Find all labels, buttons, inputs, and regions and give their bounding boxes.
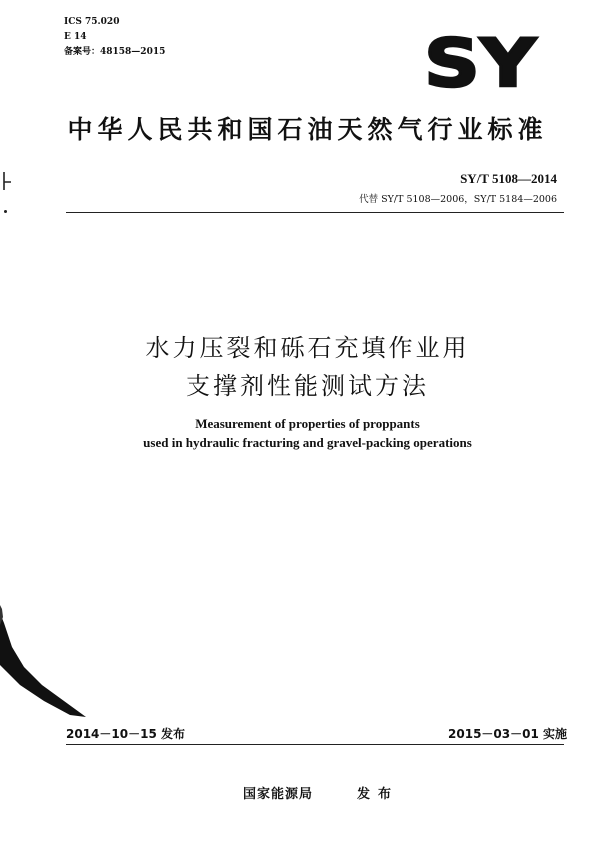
implement-date: 2015－03－01 实施 [448,727,567,741]
issue-date: 2014－10－15 发布 [66,727,185,741]
replaces-note: 代替 SY/T 5108—2006，SY/T 5184—2006 [359,194,557,205]
publish-label: 发布 [357,787,400,802]
binding-dot [4,210,7,213]
binding-mark [2,172,14,196]
ccs-code: E 14 [64,32,87,42]
title-en-line-2: used in hydraulic fracturing and gravel-packing operations [143,435,472,450]
standard-title: 中华人民共和国石油天然气行业标准 [67,115,548,144]
sy-logo-text: SY [424,32,538,92]
publisher-name: 国家能源局 [243,787,314,802]
bottom-divider [66,744,564,745]
record-number: 备案号：48158—2015 [64,47,166,57]
ics-code: ICS 75.020 [64,17,120,27]
sy-logo [420,32,540,92]
title-en-line-1: Measurement of properties of proppants [195,416,420,431]
standard-number: SY/T 5108—2014 [460,171,557,186]
scan-shadow-edge [0,605,90,724]
top-divider [66,212,564,213]
title-zh-line-2: 支撑剂性能测试方法 [186,372,429,400]
title-zh-line-1: 水力压裂和砾石充填作业用 [145,334,470,362]
